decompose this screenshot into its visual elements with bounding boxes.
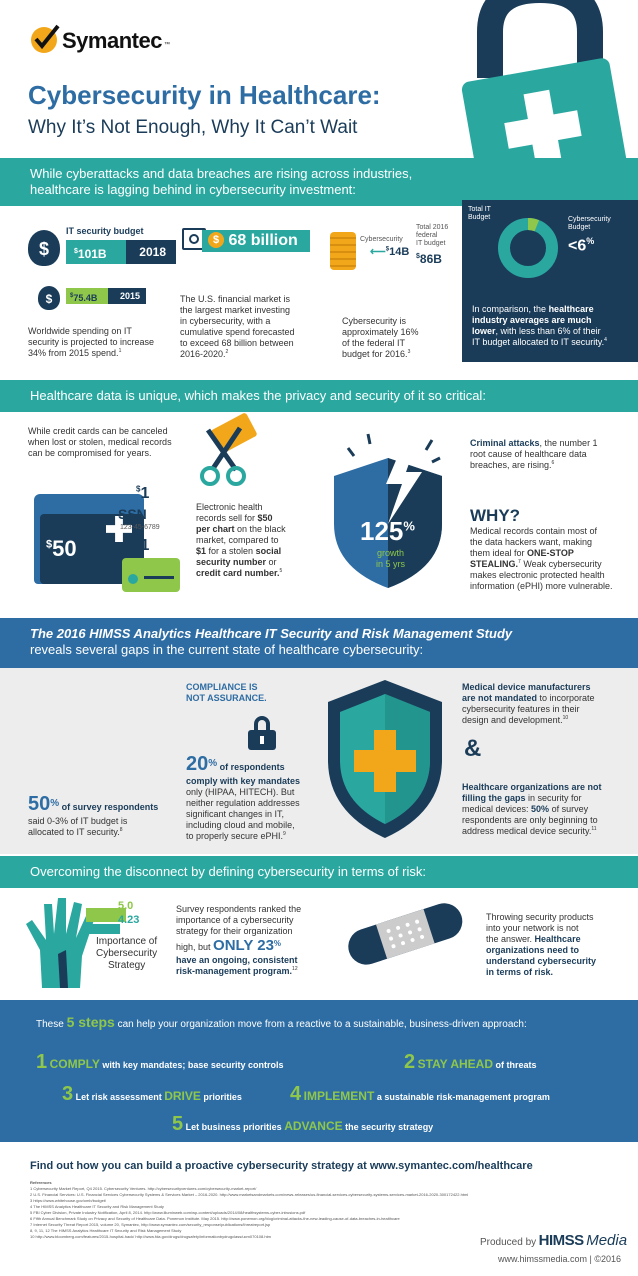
risk-gloves (20, 894, 170, 988)
intro-banner (0, 158, 638, 206)
why-block: WHY? Medical records contain most of the data hackers want, making them ideal for ONE-STOP STEALING.$^7$ Weak cybersecurity makes electronic protected health information (ePHI) more vulnerable. (470, 506, 636, 592)
section-risk-banner: Overcoming the disconnect by defining cybersecurity in terms of risk: (0, 856, 638, 888)
manufacturers-desc: Medical device manufacturers are not mandated to incorporate cybersecurity features in their design and development.$^{10}$ (462, 682, 595, 725)
growth-shield (324, 428, 452, 590)
card-price: $1 (136, 536, 150, 554)
federal-desc: Cybersecurity is approximately 16% of the federal IT budget for 2016.$^3$ (342, 316, 419, 359)
step-4: 4 IMPLEMENT a sustainable risk-management program (290, 1083, 550, 1105)
donut-total-label: Total IT Budget (468, 206, 491, 221)
financial-desc: The U.S. financial market is the largest market investing in cybersecurity, with a cumulative spend forecasted to exceed 68 billion between 2016-2020.$^2$ (180, 294, 295, 359)
only-23-value: ONLY 23 (213, 936, 274, 954)
stat-20-value: 20 (186, 753, 209, 775)
padlock-icon (248, 716, 276, 750)
why-heading: WHY? (470, 506, 521, 525)
year-2015: 2015 (119, 291, 140, 301)
step-1: 1 COMPLY with key mandates; base security controls (36, 1051, 284, 1073)
federal-total-value: 86B (419, 252, 442, 266)
growth-label: growth in 5 yrs (376, 548, 406, 569)
criminal-desc: Criminal attacks, the number 1 root cause of healthcare data breaches, are rising.$^6$ (470, 438, 598, 470)
budget-desc: Worldwide spending on IT security is projected to increase 34% from 2015 spend.$^1$ (28, 326, 155, 358)
intro-line-2: healthcare is lagging behind in cybersecurity investment: (30, 182, 356, 197)
step-5: 5 Let business priorities ADVANCE the security strategy (172, 1113, 434, 1135)
cards-desc: While credit cards can be canceled when lost or stolen, medical records can be compromised for years. (28, 426, 172, 458)
steps-section (0, 1000, 638, 1142)
symantec-logo (28, 22, 178, 56)
risk-value-423: 4.23 (118, 914, 140, 926)
budget-label: IT security budget (66, 226, 144, 236)
importance-label: Importance of Cybersecurity Strategy (96, 936, 158, 971)
step-2: 2 STAY AHEAD of threats (404, 1051, 537, 1073)
dollar-coin-icon: $ (208, 232, 224, 248)
himss-line-1: The 2016 HIMSS Analytics Healthcare IT Security and Risk Management Study (30, 626, 513, 641)
padlock-illustration (430, 0, 638, 170)
produced-by: Produced by HIMSS Media (480, 1232, 628, 1249)
budget-block (28, 222, 178, 372)
donut-cyber-label: Cybersecurity Budget (568, 216, 611, 231)
federal-cyber-label: Cybersecurity (360, 236, 403, 243)
page-subtitle: Why It’s Not Enough, Why It Can’t Wait (28, 117, 358, 138)
financial-amount: 68 billion (228, 232, 298, 249)
credit-card-icon (122, 558, 180, 592)
growth-value: 125% (360, 516, 415, 546)
bar-2015: $75.4B 2015 (66, 288, 146, 304)
bar-2018: $101B 2018 (66, 240, 176, 264)
stat-50-block: 50% of survey respondents said 0-3% of IT budget is allocated to IT security.$^8$ (28, 793, 159, 838)
organizations-desc: Healthcare organizations are not filling the gaps in security for medical devices: 50% of survey respondents are only beginning to address medical device security.$^{11}$ (462, 782, 602, 836)
himss-line-2: reveals several gaps in the current state of healthcare cybersecurity: (30, 642, 424, 657)
himss-logo: HIMSS (538, 1232, 584, 1249)
coin-stack-icon (330, 232, 356, 270)
value-2018: 101B (77, 247, 107, 261)
budget-donut-chart (496, 216, 560, 280)
risk-bars-2 (86, 924, 120, 934)
federal-cyber: ⟵$14B (370, 246, 410, 258)
donut-block (462, 200, 638, 362)
folder-price: $50 (46, 536, 77, 561)
compliance-heading: COMPLIANCE IS NOT ASSURANCE. (186, 682, 267, 703)
cta-link[interactable]: Find out how you can build a proactive cybersecurity strategy at www.symantec.com/healthcare (30, 1160, 533, 1172)
brand-name: Symantec (62, 28, 162, 53)
money-bag-small-icon: $ (38, 286, 60, 310)
ssn-price: $1 (136, 484, 150, 502)
federal-block (330, 222, 460, 372)
himss-study-banner (0, 618, 638, 668)
survey-desc: Survey respondents ranked the importance of a cybersecurity strategy for their organization high, but ONLY 23% have an ongoing, consistent risk-management program.$^{12}$ (176, 904, 302, 977)
financial-amount-tag (202, 230, 310, 252)
checkmark-logo-icon (28, 22, 62, 56)
page-title: Cybersecurity in Healthcare: (28, 80, 381, 110)
references: References 1 Cybersecurity Market Report, Q4 2015. Cybersecurity Ventures. http://cybersecurityventures.com/cybersecurity-market-report/ 2 U.S. Financial Services: U.S. Financial Services Cybersecurity Systems & Services Market – 2016-2020. http://www.marketsandmarkets.com/news-releases/us-financial-services-cybersecurity-systems-services-market-2016-2020-300172422.html 3 https://www.whitehouse.gov/omb/budget/ 4 The HIMSS Analytics Healthcare IT Security and Risk Management Study 5 FBI Cyber Division, Private Industry Notification, April 8, 2014. http://www.illuminweb.com/wp-content/uploads/2014/08/healthsystems-cyber-intrusions.pdf 6 Fifth Annual Benchmark Study on Privacy and Security of Healthcare Data. Ponemon Institute. May 2015. http://www.ponemon.org/blog/criminal-attacks-the-new-leading-cause-of-data-breaches-in-healthcare 7 Internet Security Threat Report 2015, volume 20, Symantec, http://www.symantec.com/security_response/publications/threatreport.jsp 8, 9, 11, 12 The HIMSS Analytics Healthcare IT Security and Risk Management Study 10 http://www.bloomberg.com/features/2015-hospital-hack/ http://www.fda.gov/drugs/drugsafety/informationbydrugclass/ucm070108.htm (30, 1180, 469, 1239)
arrow-left-icon: ⟵ (370, 246, 386, 258)
stat-50-value: 50 (28, 793, 51, 815)
scissors-icon (190, 410, 260, 490)
trademark: ™ (164, 42, 170, 48)
bandage-icon (340, 898, 470, 968)
stat-20-block: 20% of respondents comply with key mandates only (HIPAA, HITECH). But neither regulation addresses significant changes in IT, including cloud and mobile, to properly secure ePHI.$^9$ (186, 753, 301, 842)
ssn-label: SSN (118, 506, 147, 522)
money-bag-large-icon: $ (28, 230, 60, 266)
steps-intro: These 5 steps can help your organization move from a reactive to a sustainable, business-driven approach: (36, 1014, 527, 1030)
ssn-number: 123-45-6789 (120, 524, 160, 531)
shield-cross-icon (318, 672, 452, 842)
medical-shield (318, 672, 452, 842)
risk-value-5: 5.0 (118, 900, 134, 912)
medical-folder-graphic (30, 484, 198, 596)
footer-url[interactable]: www.himssmedia.com | ©2016 (498, 1254, 622, 1264)
ampersand: & (464, 735, 482, 762)
section-unique-data-banner: Healthcare data is unique, which makes the privacy and security of it so critical: (0, 380, 638, 412)
donut-desc: In comparison, the healthcare industry averages are much lower, with less than 6% of their IT budget allocated to IT security.$^4$ (472, 304, 607, 347)
year-2018: 2018 (139, 245, 166, 259)
value-2015: 75.4B (73, 293, 98, 303)
throwing-desc: Throwing security products into your network is not the answer. Healthcare organizations need to understand cybersecurity in terms of risk. (486, 912, 597, 977)
step-3: 3 Let risk assessment DRIVE priorities (62, 1083, 242, 1105)
intro-line-1: While cyberattacks and data breaches are rising across industries, (30, 166, 413, 181)
ehr-desc: Electronic health records sell for $50 per chart on the black market, compared to $1 for a stolen social security number or credit card number.$^5$ (196, 502, 286, 578)
federal-total: Total 2016 federal IT budget $86B (416, 224, 449, 266)
financial-block (180, 222, 320, 372)
donut-value: <6% (568, 236, 595, 255)
